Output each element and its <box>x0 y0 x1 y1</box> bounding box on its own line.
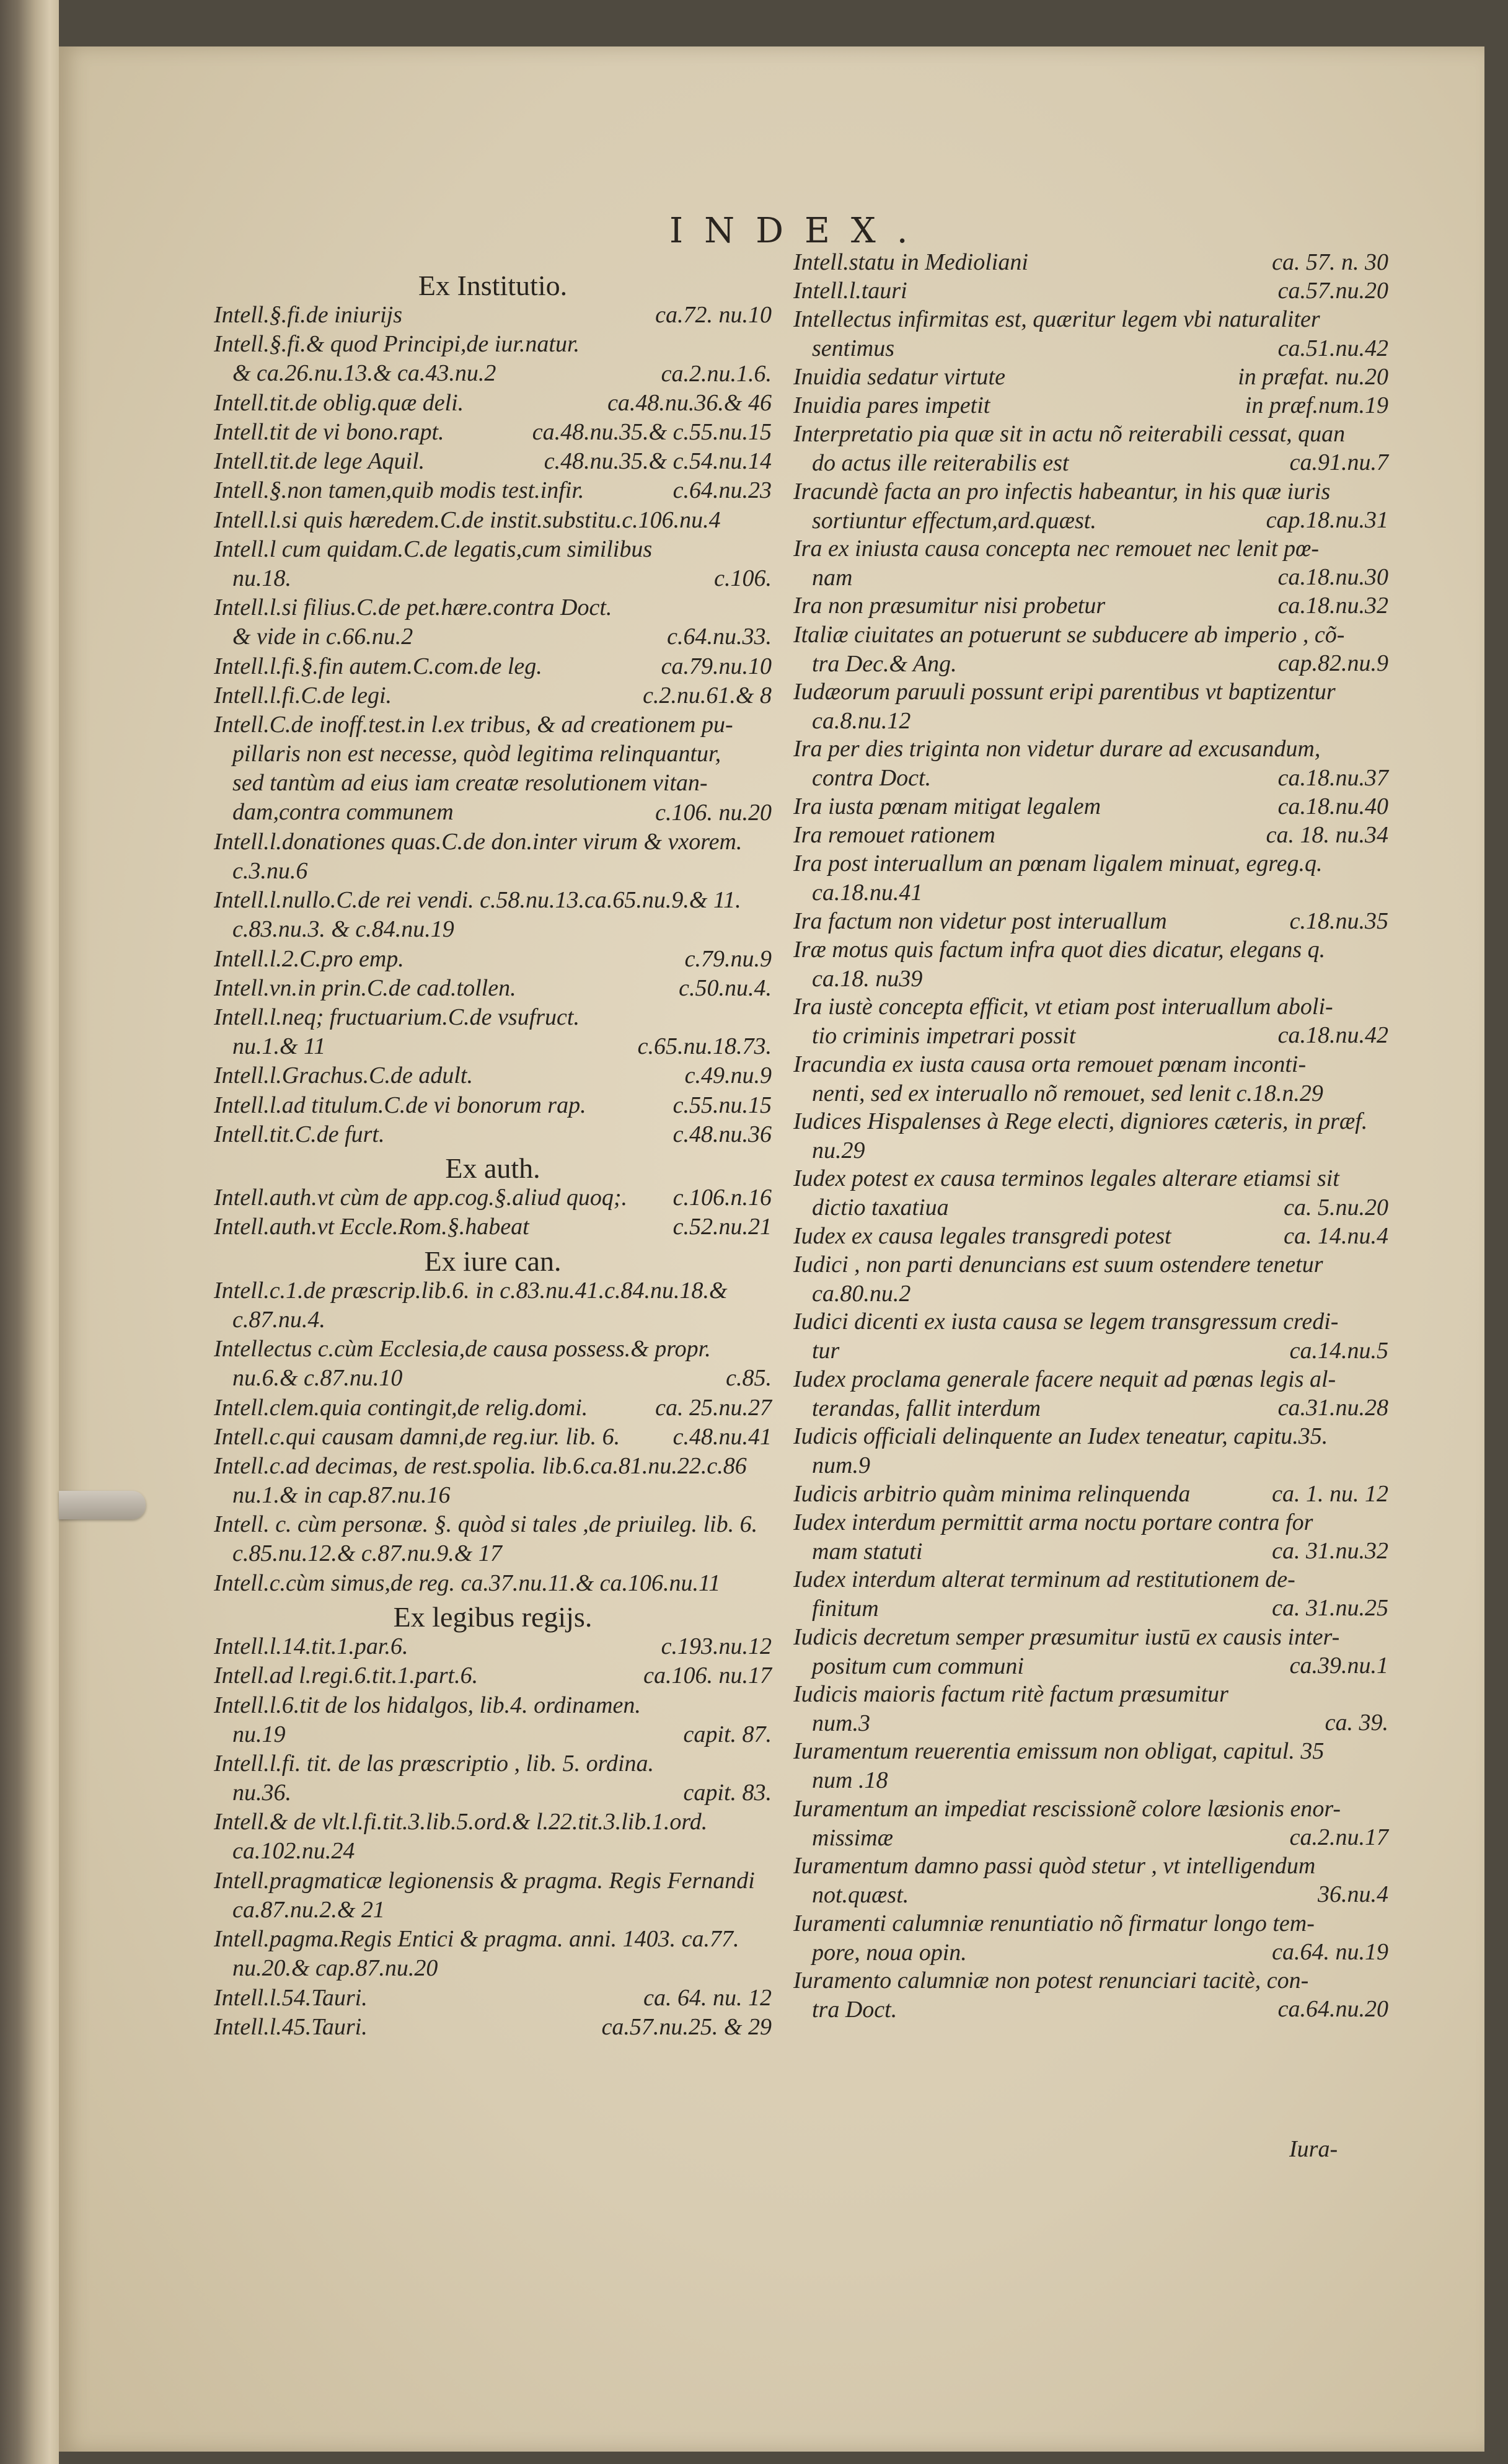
entry-reference: ca.18.nu.37 <box>1277 764 1388 791</box>
entry-reference: c.64.nu.23 <box>672 477 772 504</box>
entry-reference: ca.57.nu.20 <box>1277 278 1388 304</box>
entry-text: Intell.C.de inoff.test.in l.ex tribus, & ad creationem pu- <box>214 712 733 738</box>
entry-reference: in præf.num.19 <box>1245 392 1388 418</box>
catchword: Iura- <box>1289 2136 1338 2162</box>
entry-text: Italiæ ciuitates an potuerunt se subducere ab imperio , cõ- <box>793 621 1345 648</box>
entry-continuation: & vide in c.66.nu.2 <box>232 624 413 650</box>
index-entry <box>793 792 1388 821</box>
entry-text: Intellectus c.cùm Ecclesia,de causa possess.& propr. <box>214 1336 711 1362</box>
entry-continuation: nu.6.& c.87.nu.10 <box>232 1365 403 1392</box>
entry-reference: c.49.nu.9 <box>684 1062 772 1089</box>
entry-text: Intell.tit.de oblig.quæ deli. <box>214 389 464 416</box>
index-entry <box>214 974 772 1003</box>
entry-text: Intell.l.fi.§.fin autem.C.com.de leg. <box>214 653 542 679</box>
entry-continuation: c.3.nu.6 <box>232 857 308 884</box>
entry-continuation: nu.20.& cap.87.nu.20 <box>232 1955 438 1982</box>
entry-reference: c.193.nu.12 <box>661 1633 772 1660</box>
entry-reference: ca. 25.nu.27 <box>655 1394 772 1421</box>
entry-text: Ira post interuallum an pœnam ligalem minuat, egreg.q. <box>793 850 1323 877</box>
section-title: Ex Institutio. <box>418 270 568 301</box>
entry-reference: ca.48.nu.35.& c.55.nu.15 <box>532 419 772 445</box>
index-entry <box>793 363 1388 392</box>
index-entry <box>793 1365 1388 1423</box>
entry-reference: in præfat. nu.20 <box>1238 363 1388 390</box>
entry-continuation: c.85.nu.12.& c.87.nu.9.& 17 <box>232 1540 502 1567</box>
entry-reference: capit. 87. <box>683 1721 772 1747</box>
index-entry <box>214 593 772 651</box>
book-gutter <box>0 0 59 2464</box>
entry-text: Intell.c.1.de præscrip.lib.6. in c.83.nu.41.c.84.nu.18.& <box>214 1277 728 1304</box>
entry-text: Iudicis maioris factum ritè factum præsumitur <box>793 1681 1228 1707</box>
entry-reference: ca.48.nu.36.& 46 <box>607 389 772 416</box>
entry-text: Inuidia pares impetit <box>793 392 990 418</box>
entry-reference: ca.51.nu.42 <box>1277 335 1388 361</box>
index-entry <box>793 849 1388 907</box>
entry-continuation: ca.8.nu.12 <box>812 708 911 734</box>
entry-reference: c.65.nu.18.73. <box>637 1033 772 1060</box>
entry-continuation: nu.1.& 11 <box>232 1033 326 1059</box>
index-entry <box>214 535 772 593</box>
entry-reference: ca.64. nu.19 <box>1272 1938 1388 1965</box>
entry-continuation: sortiuntur effectum,ard.quæst. <box>812 507 1096 534</box>
entry-text: Iuramento calumniæ non potest renunciari tacitè, con- <box>793 1967 1309 1994</box>
entry-continuation: nenti, sed ex interuallo nõ remouet, sed lenit c.18.n.29 <box>812 1080 1323 1106</box>
index-entry <box>793 1250 1388 1309</box>
entry-reference: ca.14.nu.5 <box>1289 1337 1388 1364</box>
index-entry <box>793 935 1388 994</box>
index-entry <box>214 886 772 944</box>
entry-continuation: nu.19 <box>232 1721 286 1747</box>
entry-reference: ca. 5.nu.20 <box>1284 1194 1388 1221</box>
entry-reference: ca.91.nu.7 <box>1289 449 1388 476</box>
entry-continuation: sed tantùm ad eius iam creatæ resolutionem vitan- <box>232 770 708 796</box>
entry-continuation: num.3 <box>812 1710 870 1736</box>
entry-text: Ira ex iniusta causa concepta nec remouet nec lenit pœ- <box>793 536 1320 562</box>
entry-text: Intell.§.fi.de iniurijs <box>214 302 402 329</box>
entry-text: Iuramentum an impediat rescissionẽ colore læsionis enor- <box>793 1795 1341 1822</box>
entry-text: Intell. c. cùm personæ. §. quòd si tales ,de priuileg. lib. 6. <box>214 1511 758 1538</box>
index-entry <box>214 1003 772 1061</box>
index-entry <box>793 276 1388 306</box>
index-entry <box>793 907 1388 936</box>
index-entry <box>793 591 1388 620</box>
entry-text: Intell.auth.vt cùm de app.cog.§.aliud quoq;. <box>214 1185 627 1211</box>
index-entry <box>214 1808 772 1866</box>
entry-continuation: ca.18. nu39 <box>812 965 923 992</box>
entry-text: Intell.tit.C.de furt. <box>214 1121 385 1147</box>
entry-reference: c.50.nu.4. <box>679 974 772 1001</box>
entry-text: Intell.l.ad titulum.C.de vi bonorum rap. <box>214 1092 586 1118</box>
entry-continuation: nu.36. <box>232 1780 291 1806</box>
index-entry <box>214 1091 772 1120</box>
entry-continuation: not.quæst. <box>812 1882 909 1909</box>
entry-text: Ira iustè concepta efficit, vt etiam post interuallum aboli- <box>793 994 1333 1020</box>
entry-text: Ira per dies triginta non videtur durare ad excusandum, <box>793 736 1321 762</box>
index-entry <box>214 681 772 710</box>
section-title: Ex iure can. <box>424 1245 562 1277</box>
entry-continuation: num .18 <box>812 1767 888 1794</box>
index-entry <box>214 506 772 535</box>
entry-reference: c.106. <box>714 565 772 591</box>
entry-reference: 36.nu.4 <box>1318 1881 1388 1908</box>
entry-reference: ca. 64. nu. 12 <box>643 1984 772 2011</box>
entry-text: Ira remouet rationem <box>793 822 995 848</box>
index-entry <box>214 1510 772 1568</box>
entry-text: Intell.l.45.Tauri. <box>214 2013 368 2040</box>
index-entry <box>793 1050 1388 1108</box>
entry-text: Intell.l.fi. tit. de las præscriptio , lib. 5. ordina. <box>214 1751 655 1777</box>
index-entry <box>214 301 772 330</box>
entry-text: Iudex interdum alterat terminum ad restitutionem de- <box>793 1566 1295 1593</box>
entry-text: Iudex ex causa legales transgredi potest <box>793 1222 1171 1249</box>
entry-reference: c.79.nu.9 <box>684 945 772 972</box>
entry-text: Intell.l cum quidam.C.de legatis,cum similibus <box>214 536 653 562</box>
entry-text: Intell.l.54.Tauri. <box>214 1984 368 2011</box>
entry-text: Intell.c.ad decimas, de rest.spolia. lib.6.ca.81.nu.22.c.86 <box>214 1453 747 1479</box>
entry-text: Intell.statu in Medioliani <box>793 249 1028 275</box>
index-entry <box>793 1422 1388 1480</box>
entry-reference: ca. 14.nu.4 <box>1284 1222 1388 1249</box>
entry-text: Interpretatio pia quæ sit in actu nõ reiterabili cessat, quan <box>793 421 1346 448</box>
entry-text: Intell.c.qui causam damni,de reg.iur. lib. 6. <box>214 1423 620 1450</box>
index-entry <box>214 1276 772 1335</box>
entry-reference: c.55.nu.15 <box>672 1092 772 1118</box>
entry-reference: cap.82.nu.9 <box>1277 650 1388 676</box>
index-entry <box>793 1737 1388 1795</box>
entry-text: Intell.l.si quis hæredem.C.de instit.substitu.c.106.nu.4 <box>214 506 721 533</box>
entry-text: Intell.l.nullo.C.de rei vendi. c.58.nu.13.ca.65.nu.9.& 11. <box>214 887 741 914</box>
index-entry <box>214 1212 772 1242</box>
index-entry <box>214 1691 772 1749</box>
index-entry <box>214 828 772 886</box>
entry-continuation: tio criminis impetrari possit <box>812 1023 1076 1049</box>
index-entry <box>214 1661 772 1690</box>
entry-text: Intell.l.Grachus.C.de adult. <box>214 1062 473 1089</box>
entry-text: Intell.l.tauri <box>793 278 907 304</box>
entry-continuation: tra Dec.& Ang. <box>812 650 957 677</box>
index-entry <box>214 945 772 974</box>
entry-text: Intell.l.donationes quas.C.de don.inter virum & vxorem. <box>214 828 743 855</box>
entry-text: Iracundè facta an pro infectis habeantur, in his quæ iuris <box>793 478 1331 505</box>
entry-text: Ira non præsumitur nisi probetur <box>793 593 1106 619</box>
entry-text: Intell.l.fi.C.de legi. <box>214 682 392 709</box>
entry-text: Iudices Hispalenses à Rege electi, digniores cæteris, in præf. <box>793 1108 1368 1134</box>
entry-reference: ca. 1. nu. 12 <box>1272 1480 1388 1507</box>
index-entry <box>214 652 772 681</box>
index-entry <box>214 418 772 447</box>
entry-text: Intell.l.6.tit de los hidalgos, lib.4. ordinamen. <box>214 1692 641 1718</box>
entry-continuation: c.87.nu.4. <box>232 1306 325 1333</box>
entry-text: Ira factum non videtur post interuallum <box>793 907 1167 934</box>
entry-text: Intell.pragmaticæ legionensis & pragma. Regis Fernandi <box>214 1867 755 1894</box>
index-entry <box>214 1569 772 1598</box>
entry-continuation: tra Doct. <box>812 1997 897 2023</box>
index-entry <box>214 476 772 505</box>
entry-continuation: missimæ <box>812 1824 893 1851</box>
entry-reference: c.52.nu.21 <box>672 1214 772 1240</box>
entry-reference: ca.31.nu.28 <box>1277 1394 1388 1421</box>
entry-continuation: nu.29 <box>812 1137 865 1164</box>
entry-reference: ca.79.nu.10 <box>661 653 772 679</box>
entry-continuation: tur <box>812 1338 840 1364</box>
entry-reference: c.48.nu.41 <box>672 1423 772 1450</box>
entry-reference: c.18.nu.35 <box>1289 907 1388 934</box>
entry-text: Iudex interdum permittit arma noctu portare contra for <box>793 1509 1313 1535</box>
index-entry <box>793 735 1388 793</box>
bookmark-ribbon <box>59 1491 146 1519</box>
entry-continuation: sentimus <box>812 335 894 362</box>
entry-reference: c.48.nu.36 <box>672 1121 772 1147</box>
entry-text: Intell.clem.quia contingit,de relig.domi. <box>214 1394 588 1421</box>
index-entry <box>214 1423 772 1452</box>
entry-text: Intell.l.2.C.pro emp. <box>214 945 404 972</box>
index-entry <box>793 534 1388 593</box>
index-entry <box>793 1795 1388 1853</box>
entry-reference: ca.2.nu.17 <box>1289 1824 1388 1850</box>
entry-reference: c.48.nu.35.& c.54.nu.14 <box>544 448 772 475</box>
entry-continuation: nu.1.& in cap.87.nu.16 <box>232 1482 451 1508</box>
entry-reference: capit. 83. <box>683 1780 772 1806</box>
entry-continuation: nam <box>812 565 853 591</box>
index-entry <box>214 1452 772 1510</box>
entry-reference: c.106.n.16 <box>672 1185 772 1211</box>
entry-continuation: dam,contra communem <box>232 799 454 825</box>
index-entry <box>793 1565 1388 1623</box>
index-entry <box>793 391 1388 420</box>
index-entry <box>793 305 1388 363</box>
index-entry <box>793 821 1388 850</box>
entry-reference: ca.39.nu.1 <box>1289 1652 1388 1679</box>
entry-continuation: ca.80.nu.2 <box>812 1281 911 1307</box>
index-entry <box>214 1984 772 2013</box>
entry-text: Intell.§.non tamen,quib modis test.infir. <box>214 477 584 504</box>
entry-continuation: finitum <box>812 1596 879 1622</box>
entry-text: Iudicis arbitrio quàm minima relinquenda <box>793 1480 1191 1507</box>
entry-continuation: terandas, fallit interdum <box>812 1395 1041 1421</box>
section-title: Ex legibus regijs. <box>393 1601 593 1633</box>
entry-continuation: pillaris non est necesse, quòd legitima relinquantur, <box>232 741 721 767</box>
index-entry <box>793 1164 1388 1222</box>
entry-reference: cap.18.nu.31 <box>1266 506 1388 533</box>
entry-text: Iuramentum damno passi quòd stetur , vt intelligendum <box>793 1853 1316 1879</box>
index-entry <box>793 1909 1388 1967</box>
index-entry <box>793 1623 1388 1681</box>
entry-continuation: num.9 <box>812 1452 870 1479</box>
entry-reference: c.2.nu.61.& 8 <box>643 682 772 709</box>
entry-reference: ca.106. nu.17 <box>643 1663 772 1689</box>
entry-text: Inuidia sedatur virtute <box>793 363 1005 390</box>
index-entry <box>793 1966 1388 2025</box>
entry-reference: ca.64.nu.20 <box>1277 1996 1388 2023</box>
entry-reference: ca.57.nu.25. & 29 <box>601 2013 772 2040</box>
index-entry <box>793 992 1388 1051</box>
index-entry <box>793 1107 1388 1165</box>
entry-reference: c.85. <box>726 1365 772 1392</box>
entry-reference: ca.18.nu.32 <box>1277 593 1388 619</box>
entry-text: Iuramentum reuerentia emissum non obligat, capitul. 35 <box>793 1738 1325 1765</box>
entry-reference: ca.72. nu.10 <box>655 302 772 329</box>
entry-continuation: c.83.nu.3. & c.84.nu.19 <box>232 916 454 943</box>
entry-continuation: ca.87.nu.2.& 21 <box>232 1896 385 1923</box>
index-entry <box>214 1061 772 1090</box>
entry-continuation: positum cum communi <box>812 1653 1024 1679</box>
entry-text: Intell.& de vlt.l.fi.tit.3.lib.5.ord.& l.22.tit.3.lib.1.ord. <box>214 1809 708 1835</box>
entry-text: Intell.pagma.Regis Entici & pragma. anni. 1403. ca.77. <box>214 1926 739 1953</box>
index-entry <box>793 1222 1388 1251</box>
page-header: INDEX. <box>669 211 929 251</box>
entry-text: Intell.vn.in prin.C.de cad.tollen. <box>214 974 516 1001</box>
entry-continuation: pore, noua opin. <box>812 1939 967 1966</box>
entry-text: Intellectus infirmitas est, quæritur legem vbi naturaliter <box>793 306 1320 333</box>
entry-text: Intell.§.fi.& quod Principi,de iur.natur. <box>214 331 580 358</box>
index-entry <box>214 1393 772 1423</box>
index-entry <box>793 248 1388 277</box>
entry-text: Iudici , non parti denuncians est suum ostendere tenetur <box>793 1252 1323 1278</box>
entry-continuation: mam statuti <box>812 1538 923 1565</box>
entry-text: Iracundia ex iusta causa orta remouet pœnam inconti- <box>793 1051 1307 1077</box>
index-entry <box>793 1852 1388 1910</box>
entry-reference: ca. 18. nu.34 <box>1266 822 1388 848</box>
index-entry <box>214 1632 772 1661</box>
entry-continuation: nu.18. <box>232 565 291 591</box>
index-entry <box>214 1925 772 1983</box>
entry-reference: ca.18.nu.30 <box>1277 564 1388 591</box>
index-entry <box>214 2013 772 2042</box>
index-entry <box>214 1749 772 1808</box>
entry-text: Intell.l.14.tit.1.par.6. <box>214 1633 408 1660</box>
index-entry <box>793 420 1388 478</box>
entry-reference: ca. 31.nu.25 <box>1272 1595 1388 1622</box>
entry-reference: ca. 31.nu.32 <box>1272 1537 1388 1564</box>
entry-continuation: & ca.26.nu.13.& ca.43.nu.2 <box>232 360 496 387</box>
entry-reference: c.64.nu.33. <box>667 624 772 650</box>
entry-text: Ira iusta pœnam mitigat legalem <box>793 793 1101 819</box>
index-entry <box>793 620 1388 679</box>
entry-continuation: ca.18.nu.41 <box>812 880 923 906</box>
entry-text: Intell.tit de vi bono.rapt. <box>214 419 444 445</box>
entry-text: Intell.ad l.regi.6.tit.1.part.6. <box>214 1663 478 1689</box>
entry-reference: ca. 57. n. 30 <box>1272 249 1388 275</box>
index-entry <box>793 477 1388 536</box>
entry-text: Intell.l.neq; fructuarium.C.de vsufruct. <box>214 1004 580 1030</box>
entry-continuation: do actus ille reiterabilis est <box>812 450 1069 477</box>
entry-text: Iudicis decretum semper præsumitur iustū ex causis inter- <box>793 1623 1340 1650</box>
index-entry <box>214 1335 772 1393</box>
entry-continuation: contra Doct. <box>812 765 932 792</box>
index-entry <box>214 1183 772 1212</box>
index-entry <box>793 1307 1388 1366</box>
entry-text: Iræ motus quis factum infra quot dies dicatur, elegans q. <box>793 936 1326 963</box>
entry-text: Intell.c.cùm simus,de reg. ca.37.nu.11.& ca.106.nu.11 <box>214 1570 721 1596</box>
index-entry <box>214 330 772 388</box>
entry-reference: ca.18.nu.40 <box>1277 793 1388 819</box>
entry-text: Intell.l.si filius.C.de pet.hære.contra Doct. <box>214 594 612 621</box>
entry-text: Iudæorum paruuli possunt eripi parentibus vt baptizentur <box>793 679 1336 705</box>
index-entry <box>214 710 772 827</box>
entry-reference: ca. 39. <box>1325 1710 1388 1736</box>
index-entry <box>793 1680 1388 1738</box>
index-entry <box>793 1480 1388 1509</box>
section-title: Ex auth. <box>445 1152 540 1184</box>
entry-text: Intell.tit.de lege Aquil. <box>214 448 425 475</box>
entry-text: Intell.auth.vt Eccle.Rom.§.habeat <box>214 1214 529 1240</box>
index-entry <box>214 1866 772 1925</box>
entry-continuation: dictio taxatiua <box>812 1194 949 1221</box>
entry-text: Iudicis officiali delinquente an Iudex teneatur, capitu.35. <box>793 1423 1328 1450</box>
index-entry <box>214 389 772 418</box>
entry-reference: ca.18.nu.42 <box>1277 1022 1388 1049</box>
entry-reference: ca.2.nu.1.6. <box>661 360 772 387</box>
entry-text: Iudex proclama generale facere nequit ad pœnas legis al- <box>793 1366 1336 1392</box>
entry-text: Iudex potest ex causa terminos legales alterare etiamsi sit <box>793 1165 1339 1192</box>
index-entry <box>793 678 1388 736</box>
entry-continuation: ca.102.nu.24 <box>232 1838 355 1865</box>
entry-text: Iuramenti calumniæ renuntiatio nõ firmatur longo tem- <box>793 1910 1315 1936</box>
index-entry <box>793 1508 1388 1566</box>
entry-text: Iudici dicenti ex iusta causa se legem transgressum credi- <box>793 1309 1339 1335</box>
entry-reference: c.106. nu.20 <box>655 799 772 826</box>
index-entry <box>214 1120 772 1149</box>
index-entry <box>214 447 772 476</box>
